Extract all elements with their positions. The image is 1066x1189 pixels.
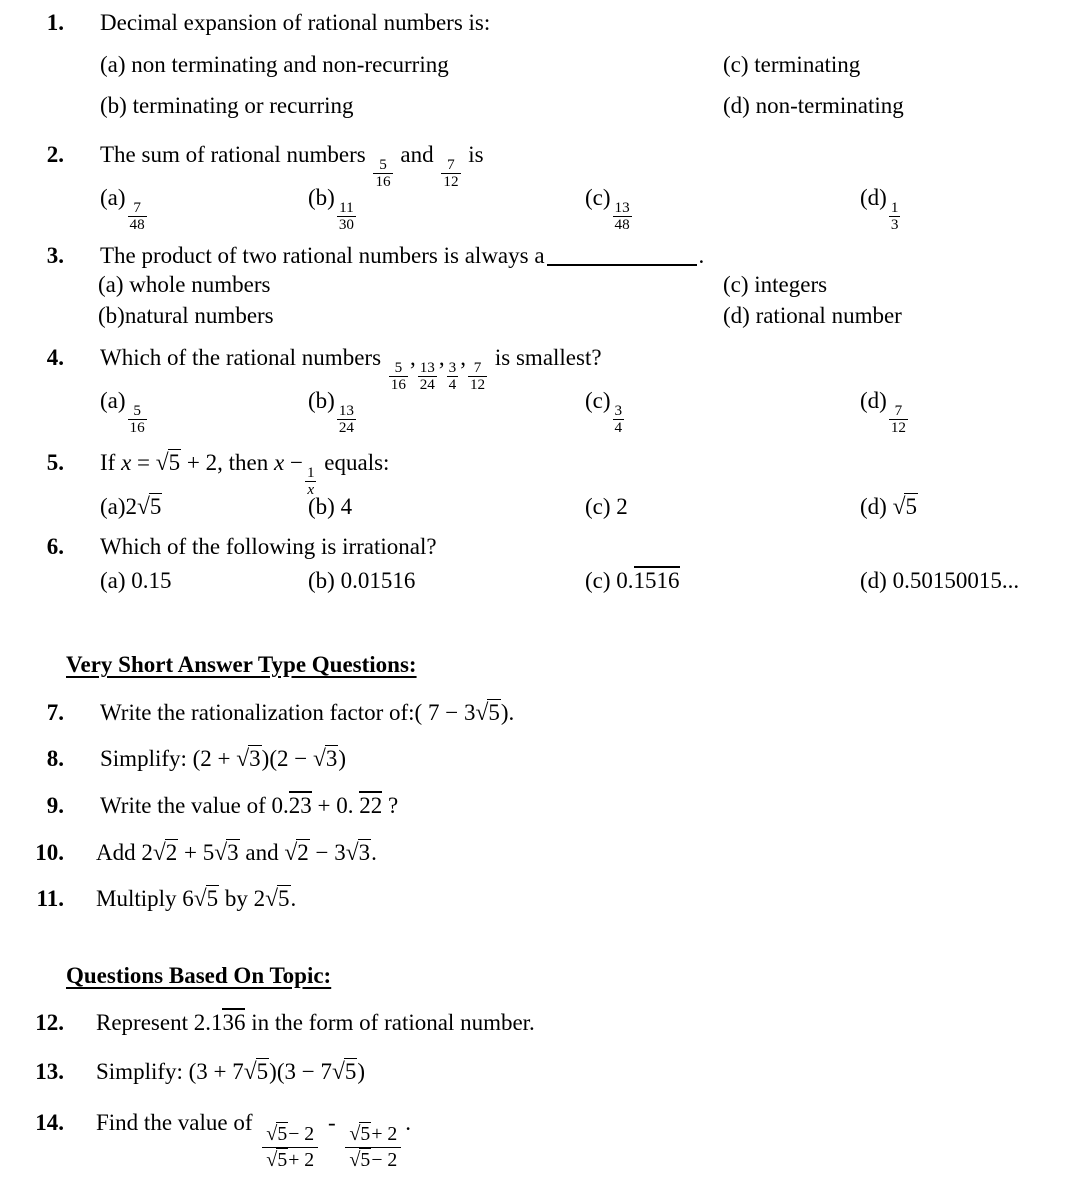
question-14-text	[96, 1110, 411, 1171]
question-12-repeating: 36	[222, 1010, 246, 1035]
question-2-option-a[interactable]	[100, 185, 149, 232]
question-9-repeating-1: 23	[288, 793, 312, 818]
question-8-minus: −	[294, 746, 308, 771]
question-2-stem	[100, 142, 484, 189]
question-6-number: 6.	[46, 534, 64, 559]
question-8-radical-2: √3	[312, 746, 338, 772]
question-12-text	[96, 1010, 535, 1036]
question-7-text	[100, 700, 514, 727]
question-4-list-fraction-4: $\frac{7}{12}$	[469, 359, 486, 393]
question-7-number: 7.	[46, 700, 64, 725]
question-2-option-b[interactable]	[308, 185, 358, 232]
question-14-pre: Find the value of	[96, 1110, 253, 1135]
question-9-pre: Write the value of 0.	[100, 793, 289, 818]
question-8-radical-1: √3	[236, 746, 261, 772]
question-5-option-b[interactable]: (b) 4	[308, 494, 353, 519]
question-13-mid: )(3	[269, 1059, 296, 1084]
question-2-option-d[interactable]	[860, 185, 902, 232]
question-4-option-d-label: (d)	[860, 388, 887, 413]
question-14-fraction-2-numerator	[345, 1123, 401, 1147]
question-5-stem-if: If	[100, 450, 116, 475]
question-1-option-b[interactable]: (b) terminating or recurring	[100, 93, 354, 118]
question-7-radical: √5	[475, 700, 500, 726]
question-13-text	[96, 1059, 365, 1086]
question-6-option-b[interactable]: (b) 0.01516	[308, 568, 416, 593]
question-2-option-c[interactable]	[585, 185, 634, 232]
question-8-post: )	[338, 746, 347, 771]
question-4-sep-3: ,	[460, 345, 466, 370]
question-6-option-d[interactable]: (d) 0.50150015...	[860, 568, 1020, 593]
question-5-minus: −	[289, 450, 303, 475]
question-8-text	[100, 746, 346, 773]
question-14-fraction-1-denominator	[262, 1147, 318, 1172]
question-3-stem	[100, 243, 704, 269]
question-13-radical-2: √5	[331, 1059, 357, 1085]
question-14-number: 14.	[35, 1110, 64, 1135]
question-13-minus: −	[301, 1059, 315, 1084]
question-13-coefficient: 7	[320, 1059, 332, 1084]
question-3-stem-pre: The product of two rational numbers is always a	[100, 243, 545, 268]
question-11-number: 11.	[36, 886, 64, 911]
question-13-pre: Simplify: (3 + 7	[96, 1059, 244, 1084]
question-2-option-a-label: (a)	[100, 185, 126, 210]
question-5-option-d-label: (d)	[860, 494, 887, 519]
question-10-coefficient: 3	[334, 840, 346, 865]
question-5-stem-end: equals:	[324, 450, 390, 475]
question-1-stem: Decimal expansion of rational numbers is:	[100, 10, 491, 35]
question-9-text	[100, 793, 398, 819]
question-4-option-c[interactable]	[585, 388, 626, 435]
question-4-list-fraction-2: $\frac{13}{24}$	[419, 359, 435, 393]
question-2-stem-pre: The sum of rational numbers	[100, 142, 366, 167]
question-14-f2-num-rest: + 2	[371, 1123, 398, 1146]
question-14-f1-den-rest: + 2	[288, 1148, 315, 1171]
question-5-variable: x	[121, 450, 132, 475]
question-14-operator: -	[327, 1110, 336, 1135]
question-5-option-a-coefficient: 2	[125, 494, 138, 519]
question-5-variable-2: x	[273, 450, 285, 475]
question-1-number: 1.	[46, 10, 64, 35]
question-4-option-d-fraction: $\frac{7}{12}$	[890, 402, 906, 436]
question-2-stem-mid: and	[400, 142, 434, 167]
question-8-number: 8.	[46, 746, 64, 771]
question-9-repeating-2: 22	[359, 793, 383, 818]
question-3-option-c[interactable]: (c) integers	[723, 272, 828, 297]
question-14-f2-den-rest: − 2	[371, 1148, 398, 1171]
question-10-minus: −	[315, 840, 329, 865]
question-5-option-a-radical: √5	[137, 494, 162, 520]
question-11-text	[96, 886, 296, 913]
question-9-post: ?	[388, 793, 399, 818]
question-5-number: 5.	[46, 450, 64, 475]
question-1-option-c[interactable]: (c) terminating	[723, 52, 861, 77]
question-6-option-a[interactable]: (a) 0.15	[100, 568, 172, 593]
question-10-text	[96, 840, 377, 867]
question-13-post: )	[357, 1059, 366, 1084]
question-6-option-c-repeating: 1516	[633, 568, 680, 593]
question-4-option-a-label: (a)	[100, 388, 126, 413]
question-7-pre: Write the rationalization factor of:( 7	[100, 700, 440, 725]
question-14-f1-den-radical: √5	[266, 1148, 288, 1171]
question-7-post: ).	[500, 700, 515, 725]
question-11-pre: Multiply 6	[96, 886, 194, 911]
question-4-stem	[100, 345, 602, 392]
question-14-fraction-2	[345, 1123, 401, 1171]
question-14-fraction-1	[262, 1123, 318, 1171]
question-13-radical-1: √5	[243, 1059, 269, 1085]
question-4-stem-post: is smallest?	[494, 345, 602, 370]
question-9-number: 9.	[46, 793, 64, 818]
question-1-option-d[interactable]: (d) non-terminating	[723, 93, 904, 118]
question-14-f2-den-radical: √5	[349, 1148, 371, 1171]
question-2-option-a-fraction: $\frac{7}{48}$	[129, 199, 145, 233]
question-10-mid-2: and	[245, 840, 279, 865]
question-3-option-a[interactable]: (a) whole numbers	[98, 272, 271, 297]
question-2-fraction-2: $\frac{7}{12}$	[443, 156, 459, 190]
question-12-post: in the form of rational number.	[251, 1010, 535, 1035]
section-heading-questions-based-on-topic: Questions Based On Topic:	[66, 963, 332, 988]
question-5-option-a-label: (a)	[100, 494, 126, 519]
question-12-number: 12.	[35, 1010, 64, 1035]
question-2-option-d-fraction: $\frac{1}{3}$	[890, 199, 899, 233]
question-5-option-c[interactable]: (c) 2	[585, 494, 628, 519]
question-8-mid: )(2	[261, 746, 289, 771]
question-2-fraction-1: $\frac{5}{16}$	[375, 156, 391, 190]
question-10-radical-2: √3	[214, 840, 239, 866]
question-4-option-b-label: (b)	[308, 388, 335, 413]
question-4-option-a-fraction: $\frac{5}{16}$	[129, 402, 145, 436]
question-4-option-d[interactable]	[860, 388, 910, 435]
question-7-minus: −	[445, 700, 459, 725]
question-1-option-a[interactable]: (a) non terminating and non-recurring	[100, 52, 449, 77]
question-3-option-d[interactable]: (d) rational number	[723, 303, 902, 328]
question-7-coefficient: 3	[463, 700, 476, 725]
question-9-mid: + 0.	[317, 793, 354, 818]
question-10-radical-4: √3	[345, 840, 371, 866]
question-10-mid-1: + 5	[184, 840, 215, 865]
question-5-equals: =	[137, 450, 151, 475]
question-10-radical-1: √2	[152, 840, 178, 866]
question-5-option-d[interactable]	[860, 494, 918, 521]
question-4-list-fraction-3: $\frac{3}{4}$	[448, 359, 457, 393]
question-4-number: 4.	[46, 345, 64, 370]
question-2-number: 2.	[46, 142, 64, 167]
question-3-option-b[interactable]: (b)natural numbers	[98, 303, 274, 328]
question-5-fraction: $\frac{1}{x}$	[306, 464, 315, 498]
question-4-option-c-fraction: $\frac{3}{4}$	[614, 402, 623, 436]
question-6-option-c[interactable]	[585, 568, 680, 594]
question-11-post: .	[290, 886, 297, 911]
question-11-radical-1: √5	[193, 886, 219, 912]
question-2-option-c-label: (c)	[585, 185, 611, 210]
question-5-radical: √5	[155, 450, 181, 476]
question-4-option-b[interactable]	[308, 388, 358, 435]
question-4-option-c-label: (c)	[585, 388, 611, 413]
question-5-stem-plus: + 2, then	[186, 450, 269, 475]
question-3-number: 3.	[46, 243, 64, 268]
question-2-option-c-fraction: $\frac{13}{48}$	[614, 199, 630, 233]
question-10-number: 10.	[35, 840, 64, 865]
question-11-radical-2: √5	[265, 886, 290, 912]
question-3-stem-post: .	[698, 243, 705, 268]
fill-in-blank	[547, 264, 697, 266]
question-2-stem-post: is	[468, 142, 484, 167]
question-12-pre: Represent 2.1	[96, 1010, 223, 1035]
question-4-option-a[interactable]	[100, 388, 149, 435]
question-14-fraction-1-numerator	[262, 1123, 318, 1147]
question-10-radical-3: √2	[284, 840, 309, 866]
question-4-stem-pre: Which of the rational numbers	[100, 345, 382, 370]
question-8-pre: Simplify: (2 +	[100, 746, 231, 771]
question-4-sep-1: ,	[409, 345, 416, 370]
question-14-f1-num-rest: − 2	[288, 1123, 315, 1146]
section-heading-very-short-answer: Very Short Answer Type Questions:	[66, 652, 417, 677]
question-6-stem: Which of the following is irrational?	[100, 534, 437, 559]
question-14-post: .	[405, 1110, 412, 1135]
question-2-option-b-label: (b)	[308, 185, 335, 210]
question-13-number: 13.	[35, 1059, 64, 1084]
question-14-f1-num-radical: √5	[266, 1123, 288, 1146]
question-10-pre: Add 2	[96, 840, 153, 865]
question-2-option-b-fraction: $\frac{11}{30}$	[338, 199, 354, 233]
question-14-f2-num-radical: √5	[349, 1123, 371, 1146]
question-10-post: .	[371, 840, 377, 865]
question-14-fraction-2-denominator	[345, 1147, 401, 1172]
question-4-sep-2: ,	[438, 345, 445, 370]
question-2-option-d-label: (d)	[860, 185, 887, 210]
question-4-list-fraction-1: $\frac{5}{16}$	[390, 359, 406, 393]
question-11-mid: by 2	[224, 886, 266, 911]
question-6-option-c-label: (c) 0.	[585, 568, 634, 593]
question-4-option-b-fraction: $\frac{13}{24}$	[338, 402, 354, 436]
question-5-option-d-radical: √5	[892, 494, 917, 520]
question-5-stem	[100, 450, 389, 497]
question-5-option-a[interactable]	[100, 494, 162, 521]
